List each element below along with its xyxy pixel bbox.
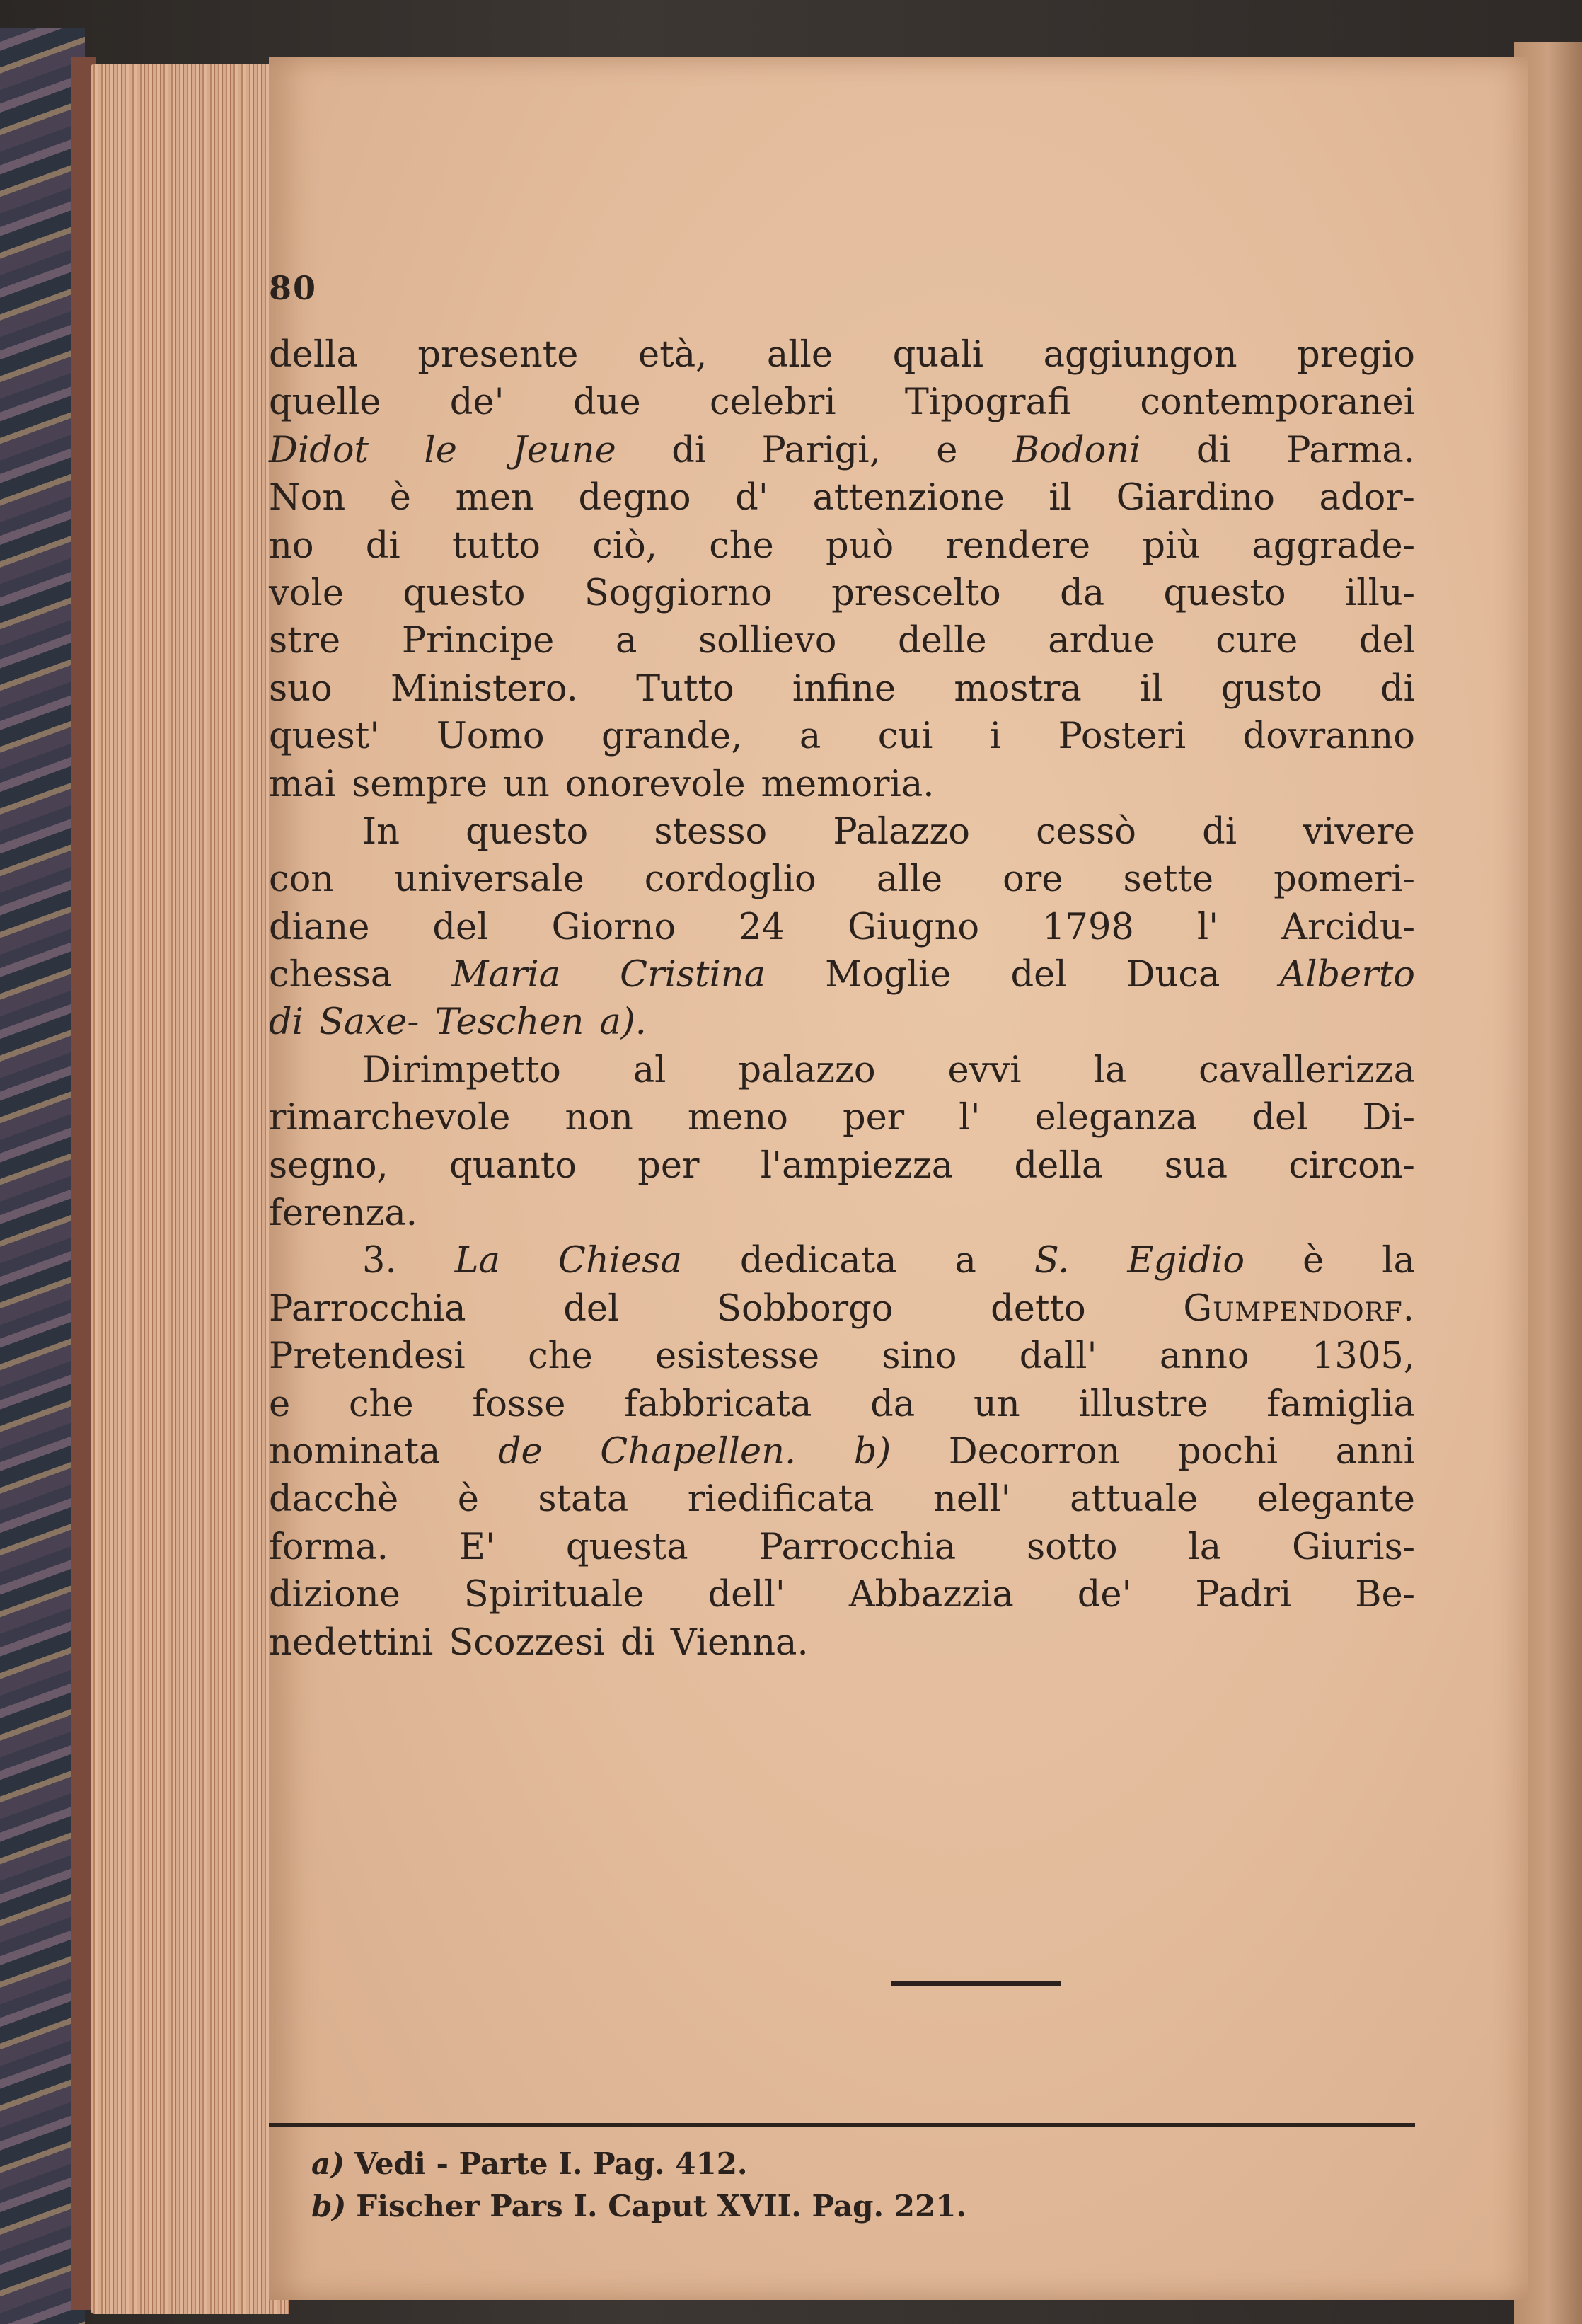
- word: del: [432, 906, 489, 948]
- word: nedettini: [269, 1621, 434, 1664]
- word: Dirimpetto: [362, 1049, 561, 1091]
- word: Parigi,: [761, 429, 881, 471]
- text-line: [269, 474, 1415, 522]
- word: Parrocchia: [269, 1287, 466, 1330]
- word: Palazzo: [833, 810, 971, 853]
- word: Arcidu-: [1281, 906, 1415, 948]
- word: tutto: [451, 524, 541, 567]
- word: sempre: [352, 763, 488, 805]
- word: Chapellen.: [600, 1430, 797, 1473]
- word: di: [671, 429, 707, 471]
- word: famiglia: [1266, 1383, 1415, 1425]
- word: sotto: [1026, 1526, 1118, 1568]
- word: gusto: [1220, 667, 1322, 710]
- word: Ministero.: [390, 667, 578, 710]
- text-line: [269, 1475, 1415, 1523]
- word: di: [620, 1621, 655, 1664]
- word: Posteri: [1058, 715, 1186, 758]
- word: Padri: [1195, 1574, 1292, 1616]
- word: a: [799, 715, 821, 758]
- word: 1798: [1042, 906, 1134, 948]
- word: aggiungon: [1043, 334, 1237, 376]
- text-line: [269, 379, 1415, 426]
- word: degno: [578, 477, 691, 519]
- word: due: [572, 381, 641, 424]
- word: Tipografi: [904, 381, 1071, 424]
- word: questo: [1163, 572, 1286, 614]
- text-line: [269, 761, 1415, 808]
- word: questo: [466, 810, 589, 853]
- word: dall': [1019, 1335, 1097, 1378]
- word: cordoglio: [644, 858, 816, 901]
- word: eleganza: [1034, 1097, 1198, 1139]
- word: l': [959, 1097, 981, 1139]
- word: chessa: [269, 954, 393, 996]
- word: Parrocchia: [758, 1526, 957, 1568]
- word: cure: [1216, 620, 1298, 662]
- word: vivere: [1303, 810, 1415, 853]
- word: del: [563, 1287, 620, 1330]
- word: Cristina: [620, 954, 766, 996]
- word: Non: [269, 477, 346, 519]
- word: pochi: [1177, 1430, 1278, 1473]
- word: del: [1010, 954, 1067, 996]
- word: cui: [877, 715, 933, 758]
- text-line: [269, 1381, 1415, 1428]
- paragraph: [269, 331, 1415, 808]
- word: sollievo: [698, 620, 837, 662]
- word: infine: [792, 667, 896, 710]
- word: dovranno: [1242, 715, 1415, 758]
- word: la: [1188, 1526, 1222, 1568]
- word: il: [1049, 477, 1072, 519]
- body-text: [269, 331, 1415, 1667]
- text-line: [269, 427, 1415, 474]
- word: rendere: [945, 524, 1091, 567]
- word: Be-: [1355, 1574, 1415, 1616]
- word: Principe: [401, 620, 555, 662]
- word: che: [348, 1383, 414, 1425]
- word: In: [362, 810, 400, 853]
- word: Teschen: [434, 1001, 584, 1044]
- footnote-mark: b): [311, 2189, 347, 2224]
- footnote-rule: [269, 2123, 1415, 2127]
- text-line: [269, 331, 1415, 379]
- word: mai: [269, 763, 337, 805]
- word: E': [458, 1526, 496, 1568]
- word: le: [424, 429, 457, 471]
- word: quali: [892, 334, 984, 376]
- word: illustre: [1078, 1383, 1208, 1425]
- word: pomeri-: [1274, 858, 1415, 901]
- footnote-mark: a): [311, 2146, 345, 2181]
- word: suo: [269, 667, 333, 710]
- text-line: [269, 665, 1415, 713]
- word: Vienna.: [670, 1621, 809, 1664]
- word: quanto: [449, 1144, 577, 1187]
- word: il: [1140, 667, 1163, 710]
- word: di: [1202, 810, 1237, 853]
- word: fosse: [472, 1383, 566, 1425]
- word: Bodoni: [1012, 429, 1141, 471]
- word: meno: [687, 1097, 788, 1139]
- word: per: [637, 1144, 700, 1187]
- text-line: [269, 1237, 1415, 1284]
- text-line: [269, 1047, 1415, 1094]
- word: de': [449, 381, 504, 424]
- word: stata: [538, 1478, 629, 1521]
- word: contemporanei: [1140, 381, 1415, 424]
- word: segno,: [269, 1144, 388, 1187]
- word: l'ampiezza: [760, 1144, 954, 1187]
- word: nell': [933, 1478, 1011, 1521]
- text-line: [269, 1619, 1415, 1667]
- paragraph: [269, 1047, 1415, 1238]
- word: del: [1358, 620, 1415, 662]
- word: sino: [882, 1335, 957, 1378]
- word: a).: [599, 1001, 647, 1044]
- word: anno: [1159, 1335, 1249, 1378]
- word: nominata: [269, 1430, 441, 1473]
- word: stre: [269, 620, 341, 662]
- word: La: [454, 1240, 500, 1282]
- word: Giuris-: [1291, 1526, 1415, 1568]
- word: non: [565, 1097, 633, 1139]
- word: un: [974, 1383, 1020, 1425]
- word: onorevole: [565, 763, 746, 805]
- word: attenzione: [812, 477, 1005, 519]
- word: d': [735, 477, 768, 519]
- word: men: [455, 477, 534, 519]
- word: alle: [876, 858, 943, 901]
- word: di: [1380, 667, 1415, 710]
- word: Abbazzia: [848, 1574, 1014, 1616]
- word: sette: [1123, 858, 1214, 901]
- text-line: [269, 1428, 1415, 1475]
- word: del: [1252, 1097, 1308, 1139]
- word: Spirituale: [463, 1574, 645, 1616]
- word: questo: [403, 572, 526, 614]
- footnote-text: Vedi - Parte I. Pag. 412.: [354, 2146, 748, 2181]
- word: della: [1014, 1144, 1104, 1187]
- word: dacchè: [269, 1478, 399, 1521]
- word: quest': [269, 715, 380, 758]
- word: può: [825, 524, 894, 567]
- text-line: [269, 1142, 1415, 1190]
- word: presente: [417, 334, 579, 376]
- word: età,: [638, 334, 708, 376]
- word: attuale: [1070, 1478, 1199, 1521]
- word: Decorron: [948, 1430, 1121, 1473]
- word: Maria: [451, 954, 561, 996]
- word: illu-: [1344, 572, 1415, 614]
- word: 24: [739, 906, 785, 948]
- word: Pretendesi: [269, 1335, 466, 1378]
- word: l': [1196, 906, 1219, 948]
- word: S.: [1034, 1240, 1070, 1282]
- footnote-a: [311, 2143, 1373, 2185]
- word: Moglie: [825, 954, 952, 996]
- word: vole: [269, 572, 345, 614]
- text-line: [269, 951, 1415, 999]
- word: sua: [1164, 1144, 1228, 1187]
- word: Parma.: [1286, 429, 1415, 471]
- word: Uomo: [436, 715, 545, 758]
- word: Di-: [1362, 1097, 1415, 1139]
- word: Duca: [1126, 954, 1220, 996]
- word: la: [1093, 1049, 1127, 1091]
- word: la: [1382, 1240, 1415, 1282]
- text-line: [269, 570, 1415, 617]
- word: mostra: [954, 667, 1082, 710]
- word: anni: [1335, 1430, 1415, 1473]
- word: da: [870, 1383, 916, 1425]
- word: Giorno: [551, 906, 676, 948]
- text-line: [269, 808, 1415, 856]
- word: dell': [708, 1574, 785, 1616]
- paragraph: [269, 1237, 1415, 1667]
- word: diane: [269, 906, 370, 948]
- word: Egidio: [1127, 1240, 1245, 1282]
- text-line: [269, 1571, 1415, 1618]
- word: è: [389, 477, 411, 519]
- text-line: [269, 856, 1415, 903]
- word: memoria.: [761, 763, 935, 805]
- word: palazzo: [738, 1049, 876, 1091]
- word: a: [615, 620, 637, 662]
- word: di: [269, 1001, 304, 1044]
- word: quelle: [269, 381, 381, 424]
- word: de: [497, 1430, 543, 1473]
- text-line: [269, 1524, 1415, 1571]
- word: è: [457, 1478, 479, 1521]
- word: evvi: [947, 1049, 1022, 1091]
- word: questa: [565, 1526, 688, 1568]
- word: Didot: [269, 429, 369, 471]
- text-line: [269, 1333, 1415, 1380]
- page-number: 80: [269, 269, 318, 307]
- word: dizione: [269, 1574, 400, 1616]
- word: Soggiorno: [584, 572, 773, 614]
- word: Tutto: [636, 667, 734, 710]
- word: esistesse: [655, 1335, 820, 1378]
- word: ciò,: [592, 524, 657, 567]
- paragraph: [269, 808, 1415, 1047]
- word: de': [1077, 1574, 1132, 1616]
- word: Chiesa: [558, 1240, 682, 1282]
- word: celebri: [709, 381, 836, 424]
- word: Giugno: [848, 906, 980, 948]
- word: Scozzesi: [449, 1621, 605, 1664]
- word: grande,: [601, 715, 743, 758]
- text-line: [269, 1285, 1415, 1333]
- word: prescelto: [831, 572, 1001, 614]
- word: è: [1303, 1240, 1324, 1282]
- word: della: [269, 334, 358, 376]
- text-line: [269, 904, 1415, 951]
- text-line: [269, 617, 1415, 665]
- word: cavallerizza: [1199, 1049, 1415, 1091]
- word: stesso: [654, 810, 768, 853]
- word: elegante: [1257, 1478, 1415, 1521]
- word: rimarchevole: [269, 1097, 511, 1139]
- word: riedificata: [687, 1478, 874, 1521]
- footnotes: [311, 2143, 1373, 2228]
- text-line: [269, 522, 1415, 570]
- word: e: [269, 1383, 291, 1425]
- text-line: [269, 999, 1415, 1046]
- word: Giardino: [1116, 477, 1275, 519]
- word: fabbricata: [624, 1383, 812, 1425]
- word: con: [269, 858, 335, 901]
- word: forma.: [269, 1526, 388, 1568]
- word: circon-: [1288, 1144, 1415, 1187]
- footnote-b: [311, 2185, 1373, 2228]
- word: Alberto: [1279, 954, 1415, 996]
- word: alle: [766, 334, 833, 376]
- word: ardue: [1048, 620, 1155, 662]
- text-line: [269, 713, 1415, 760]
- word: 1305,: [1311, 1335, 1415, 1378]
- word: Jeune: [512, 429, 616, 471]
- word: di: [365, 524, 400, 567]
- word: un: [503, 763, 550, 805]
- word: da: [1060, 572, 1105, 614]
- text-line: [269, 1190, 1415, 1237]
- word: di: [1196, 429, 1231, 471]
- word: a: [954, 1240, 976, 1282]
- word: più: [1142, 524, 1201, 567]
- word: Gumpendorf.: [1183, 1287, 1415, 1330]
- word: Saxe-: [318, 1001, 420, 1044]
- word: dedicata: [739, 1240, 897, 1282]
- footnote-text: Fischer Pars I. Caput XVII. Pag. 221.: [356, 2189, 967, 2224]
- word: cessò: [1036, 810, 1136, 853]
- word: pregio: [1297, 334, 1415, 376]
- word: b): [853, 1430, 891, 1473]
- word: e: [936, 429, 958, 471]
- word: aggrade-: [1252, 524, 1415, 567]
- page-edges: [91, 64, 289, 2314]
- word: che: [709, 524, 774, 567]
- word: per: [842, 1097, 905, 1139]
- word: che: [528, 1335, 593, 1378]
- text-line: [269, 1094, 1415, 1141]
- word: ore: [1003, 858, 1063, 901]
- word: detto: [991, 1287, 1086, 1330]
- word: ferenza.: [269, 1192, 417, 1235]
- word: al: [633, 1049, 666, 1091]
- section-divider: [891, 1981, 1061, 1986]
- word: ador-: [1319, 477, 1415, 519]
- word: 3.: [362, 1240, 397, 1282]
- word: i: [989, 715, 1002, 758]
- word: no: [269, 524, 314, 567]
- word: Sobborgo: [717, 1287, 894, 1330]
- word: universale: [394, 858, 584, 901]
- word: delle: [898, 620, 987, 662]
